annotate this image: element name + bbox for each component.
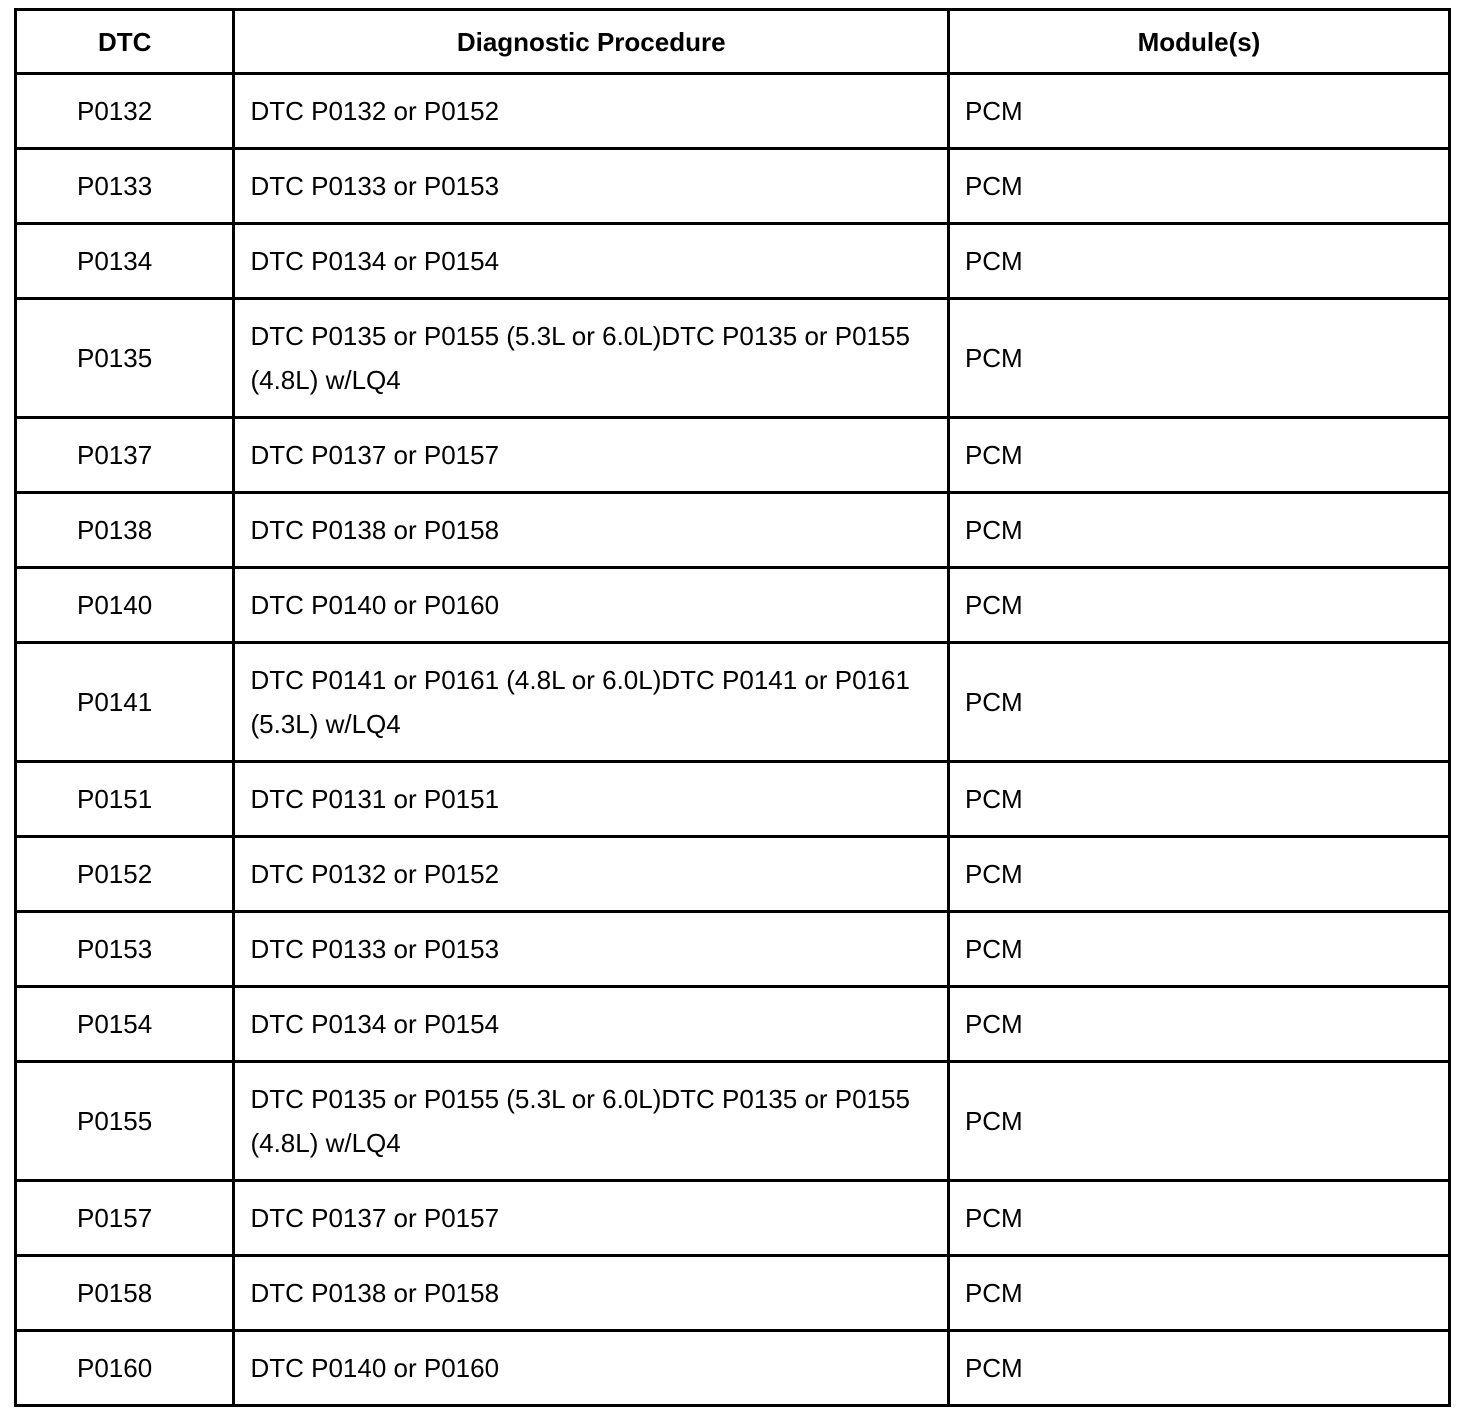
modules-cell: PCM <box>948 493 1449 568</box>
dtc-cell: P0137 <box>16 418 234 493</box>
modules-cell: PCM <box>948 987 1449 1062</box>
dtc-cell: P0152 <box>16 837 234 912</box>
table-row <box>16 568 1450 643</box>
modules-cell: PCM <box>948 1062 1449 1181</box>
table-row <box>16 74 1450 149</box>
modules-cell: PCM <box>948 418 1449 493</box>
dtc-cell: P0133 <box>16 149 234 224</box>
modules-cell: PCM <box>948 74 1449 149</box>
header-modules: Module(s) <box>948 10 1449 74</box>
dtc-cell: P0154 <box>16 987 234 1062</box>
table-row <box>16 762 1450 837</box>
table-header <box>16 10 1450 74</box>
dtc-cell: P0157 <box>16 1181 234 1256</box>
modules-cell: PCM <box>948 1181 1449 1256</box>
table-row <box>16 149 1450 224</box>
procedure-cell: DTC P0132 or P0152 <box>234 74 948 149</box>
dtc-table <box>14 8 1451 1407</box>
modules-cell: PCM <box>948 1256 1449 1331</box>
table-row <box>16 1181 1450 1256</box>
modules-cell: PCM <box>948 149 1449 224</box>
table-body <box>16 74 1450 1406</box>
procedure-cell: DTC P0131 or P0151 <box>234 762 948 837</box>
table-row <box>16 1331 1450 1406</box>
table-row <box>16 299 1450 418</box>
modules-cell: PCM <box>948 837 1449 912</box>
table-row <box>16 1256 1450 1331</box>
procedure-cell: DTC P0140 or P0160 <box>234 1331 948 1406</box>
header-row <box>16 10 1450 74</box>
modules-cell: PCM <box>948 299 1449 418</box>
table-row <box>16 224 1450 299</box>
modules-cell: PCM <box>948 912 1449 987</box>
header-diagnostic-procedure: Diagnostic Procedure <box>234 10 948 74</box>
dtc-cell: P0135 <box>16 299 234 418</box>
dtc-cell: P0151 <box>16 762 234 837</box>
dtc-cell: P0141 <box>16 643 234 762</box>
procedure-cell: DTC P0138 or P0158 <box>234 1256 948 1331</box>
procedure-cell: DTC P0133 or P0153 <box>234 149 948 224</box>
modules-cell: PCM <box>948 224 1449 299</box>
table-row <box>16 912 1450 987</box>
dtc-cell: P0138 <box>16 493 234 568</box>
procedure-cell: DTC P0141 or P0161 (4.8L or 6.0L)DTC P0141 or P0161 (5.3L) w/LQ4 <box>234 643 948 762</box>
dtc-cell: P0155 <box>16 1062 234 1181</box>
header-dtc: DTC <box>16 10 234 74</box>
table-row <box>16 493 1450 568</box>
dtc-cell: P0160 <box>16 1331 234 1406</box>
procedure-cell: DTC P0132 or P0152 <box>234 837 948 912</box>
modules-cell: PCM <box>948 1331 1449 1406</box>
dtc-cell: P0132 <box>16 74 234 149</box>
procedure-cell: DTC P0134 or P0154 <box>234 987 948 1062</box>
table-row <box>16 643 1450 762</box>
table-row <box>16 987 1450 1062</box>
procedure-cell: DTC P0138 or P0158 <box>234 493 948 568</box>
procedure-cell: DTC P0135 or P0155 (5.3L or 6.0L)DTC P0135 or P0155 (4.8L) w/LQ4 <box>234 1062 948 1181</box>
procedure-cell: DTC P0137 or P0157 <box>234 1181 948 1256</box>
table-row <box>16 418 1450 493</box>
procedure-cell: DTC P0140 or P0160 <box>234 568 948 643</box>
procedure-cell: DTC P0133 or P0153 <box>234 912 948 987</box>
procedure-cell: DTC P0135 or P0155 (5.3L or 6.0L)DTC P0135 or P0155 (4.8L) w/LQ4 <box>234 299 948 418</box>
table-row <box>16 1062 1450 1181</box>
dtc-cell: P0134 <box>16 224 234 299</box>
modules-cell: PCM <box>948 643 1449 762</box>
dtc-cell: P0153 <box>16 912 234 987</box>
dtc-cell: P0158 <box>16 1256 234 1331</box>
dtc-cell: P0140 <box>16 568 234 643</box>
procedure-cell: DTC P0137 or P0157 <box>234 418 948 493</box>
procedure-cell: DTC P0134 or P0154 <box>234 224 948 299</box>
modules-cell: PCM <box>948 568 1449 643</box>
table-row <box>16 837 1450 912</box>
modules-cell: PCM <box>948 762 1449 837</box>
